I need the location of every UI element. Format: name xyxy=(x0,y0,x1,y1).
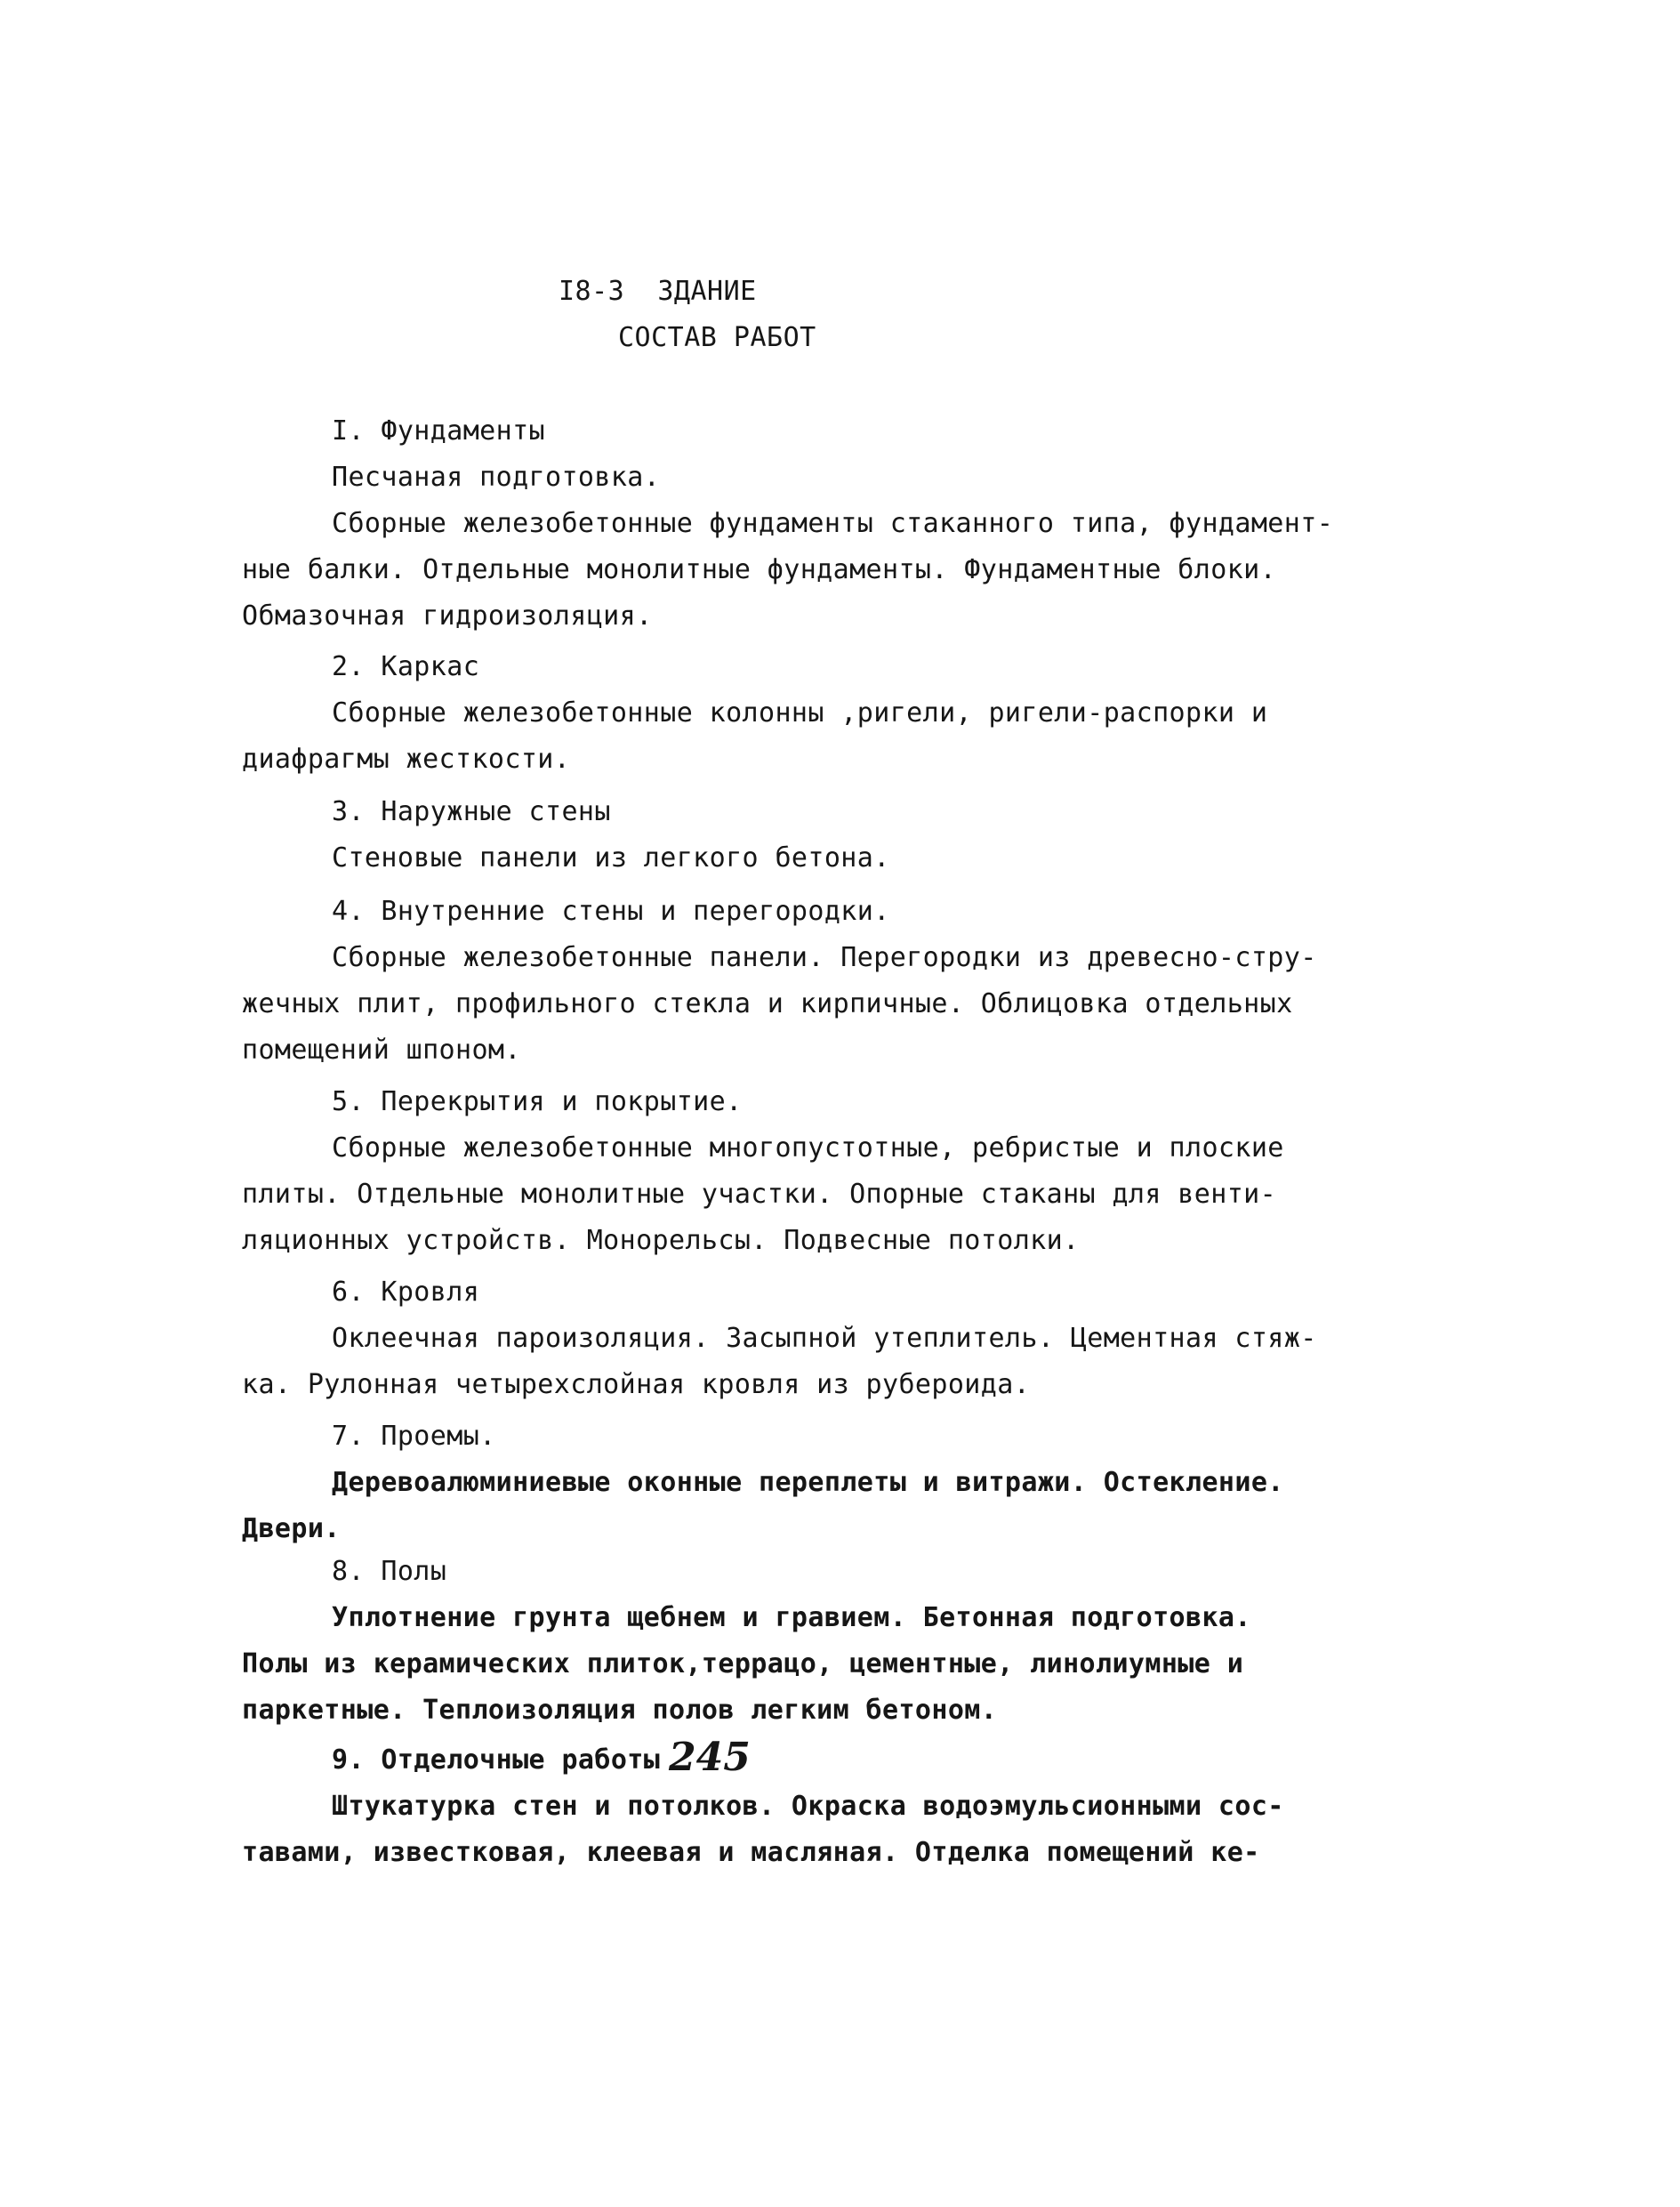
section-heading-floors: 8. Полы xyxy=(332,1556,447,1587)
section-heading-floors-roofs: 5. Перекрытия и покрытие. xyxy=(332,1086,743,1117)
section-heading-frame: 2. Каркас xyxy=(332,651,480,682)
paragraph-line: Полы из керамических плиток,террацо, цементные, линолиумные и xyxy=(242,1648,1244,1679)
paragraph-line: Сборные железобетонные колонны ,ригели, ригели-распорки и xyxy=(332,697,1268,729)
paragraph-line: Штукатурка стен и потолков. Окраска водоэмульсионными сос- xyxy=(332,1791,1284,1822)
paragraph-line: Стеновые панели из легкого бетона. xyxy=(332,842,890,874)
paragraph-line: плиты. Отдельные монолитные участки. Опорные стаканы для венти- xyxy=(242,1179,1277,1210)
paragraph-line: жечных плит, профильного стекла и кирпичные. Облицовка отдельных xyxy=(242,988,1293,1019)
document-title: I8-3 ЗДАНИЕ xyxy=(559,276,757,307)
section-heading-exterior-walls: 3. Наружные стены xyxy=(332,796,611,827)
section-heading-finishing: 9. Отделочные работы xyxy=(332,1744,661,1776)
paragraph-line: Двери. xyxy=(242,1513,341,1544)
page-number: 245 xyxy=(669,1735,751,1780)
paragraph-line: Деревоалюминиевые оконные переплеты и витражи. Остекление. xyxy=(332,1467,1284,1498)
paragraph-line: Обмазочная гидроизоляция. xyxy=(242,600,653,632)
paragraph-line: Сборные железобетонные панели. Перегородки из древесно-стру- xyxy=(332,942,1317,973)
paragraph-line: Песчаная подготовка. xyxy=(332,462,661,493)
paragraph-line: ляционных устройств. Монорельсы. Подвесные потолки. xyxy=(242,1225,1080,1256)
paragraph-line: диафрагмы жесткости. xyxy=(242,744,571,775)
paragraph-line: помещений шпоном. xyxy=(242,1035,521,1066)
paragraph-line: Оклеечная пароизоляция. Засыпной утеплитель. Цементная стяж- xyxy=(332,1323,1317,1354)
paragraph-line: паркетные. Теплоизоляция полов легким бетоном. xyxy=(242,1695,998,1726)
section-heading-roofing: 6. Кровля xyxy=(332,1277,480,1308)
paragraph-line: Уплотнение грунта щебнем и гравием. Бетонная подготовка. xyxy=(332,1602,1251,1633)
document-subtitle: СОСТАВ РАБОТ xyxy=(618,322,816,353)
paragraph-line: ные балки. Отдельные монолитные фундаменты. Фундаментные блоки. xyxy=(242,554,1277,585)
paragraph-line: Сборные железобетонные многопустотные, ребристые и плоские xyxy=(332,1132,1284,1164)
paragraph-line: тавами, известковая, клеевая и масляная. Отделка помещений ке- xyxy=(242,1837,1260,1868)
section-heading-foundations: I. Фундаменты xyxy=(332,415,545,447)
paragraph-line: ка. Рулонная четырехслойная кровля из рубероида. xyxy=(242,1369,1031,1400)
paragraph-line: Сборные железобетонные фундаменты стаканного типа, фундамент- xyxy=(332,508,1334,539)
section-heading-interior-walls: 4. Внутренние стены и перегородки. xyxy=(332,896,890,927)
section-heading-openings: 7. Проемы. xyxy=(332,1421,496,1452)
